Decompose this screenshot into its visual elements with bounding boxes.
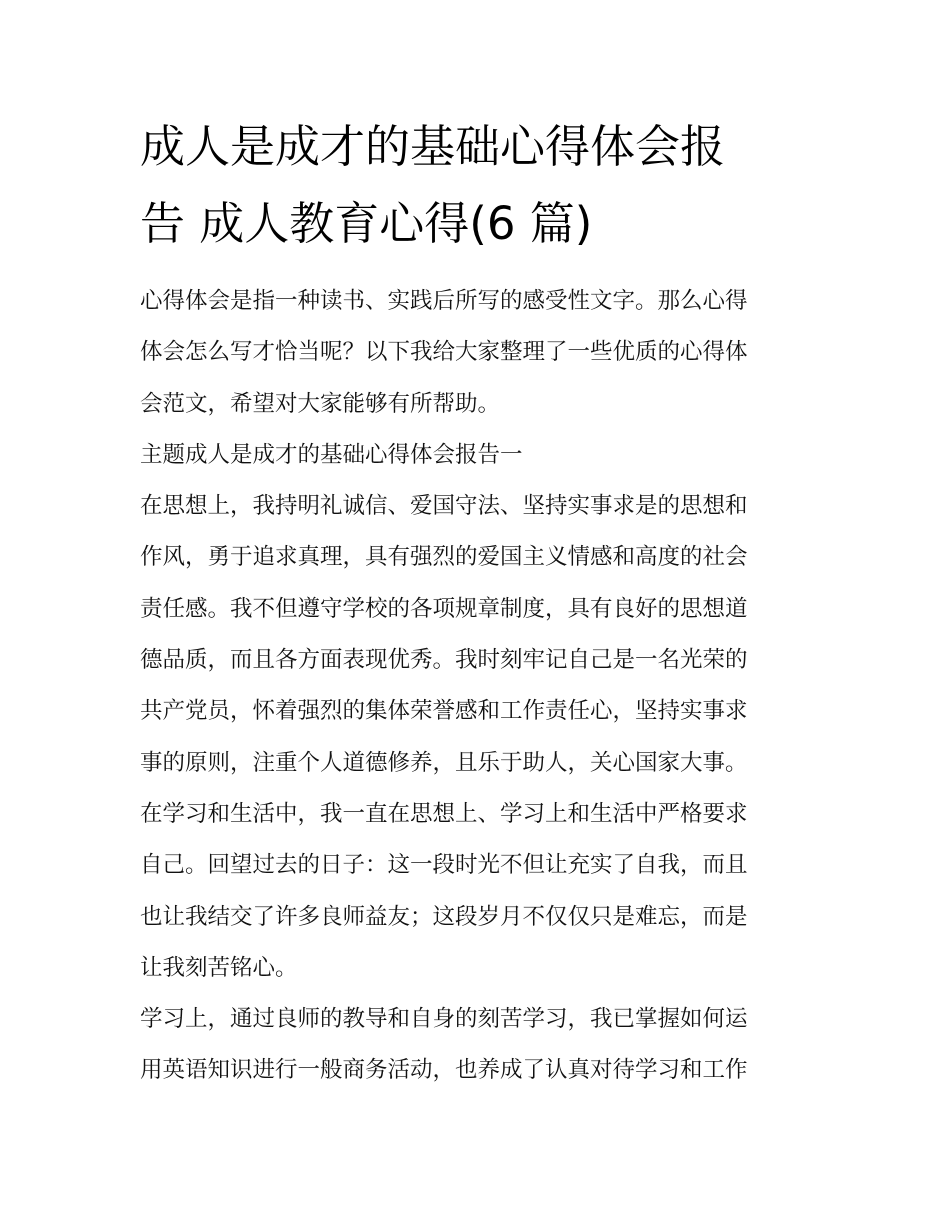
- text-line: 作风，勇于追求真理，具有强烈的爱国主义情感和高度的社会: [140, 544, 748, 571]
- intro-paragraph: [140, 276, 820, 430]
- body-paragraph: [140, 481, 820, 994]
- text-line: 用英语知识进行一般商务活动，也养成了认真对待学习和工作: [140, 1057, 748, 1084]
- text-line: 在学习和生活中，我一直在思想上、学习上和生活中严格要求: [140, 800, 748, 827]
- text-line: 学习上，通过良师的教导和自身的刻苦学习，我已掌握如何运: [140, 1006, 748, 1033]
- text-line: 共产党员，怀着强烈的集体荣誉感和工作责任心，坚持实事求: [140, 698, 748, 725]
- text-line: 体会怎么写才恰当呢？以下我给大家整理了一些优质的心得体: [140, 339, 748, 366]
- text-line: 德品质，而且各方面表现优秀。我时刻牢记自己是一名光荣的: [140, 647, 748, 674]
- text-line: 自己。回望过去的日子：这一段时光不但让充实了自我，而且: [140, 852, 748, 879]
- title-line: 成人是成才的基础心得体会报: [140, 120, 726, 173]
- text-line: 会范文，希望对大家能够有所帮助。: [140, 390, 501, 417]
- text-line: 主题成人是成才的基础心得体会报告一: [140, 441, 523, 468]
- text-line: 也让我结交了许多良师益友；这段岁月不仅仅只是难忘，而是: [140, 903, 748, 930]
- text-line: 责任感。我不但遵守学校的各项规章制度，具有良好的思想道: [140, 595, 748, 622]
- text-line: 心得体会是指一种读书、实践后所写的感受性文字。那么心得: [140, 288, 748, 314]
- text-line: 让我刻苦铭心。: [140, 954, 298, 981]
- text-line: 在思想上，我持明礼诚信、爱国守法、坚持实事求是的思想和: [140, 493, 748, 520]
- text-line: 事的原则，注重个人道德修养，且乐于助人，关心国家大事。: [140, 749, 748, 776]
- document-title: [140, 108, 840, 262]
- section-heading: [140, 430, 820, 481]
- title-line: 告 成人教育心得(6 篇): [140, 197, 593, 250]
- document-body: [140, 276, 820, 1097]
- body-paragraph: [140, 994, 820, 1097]
